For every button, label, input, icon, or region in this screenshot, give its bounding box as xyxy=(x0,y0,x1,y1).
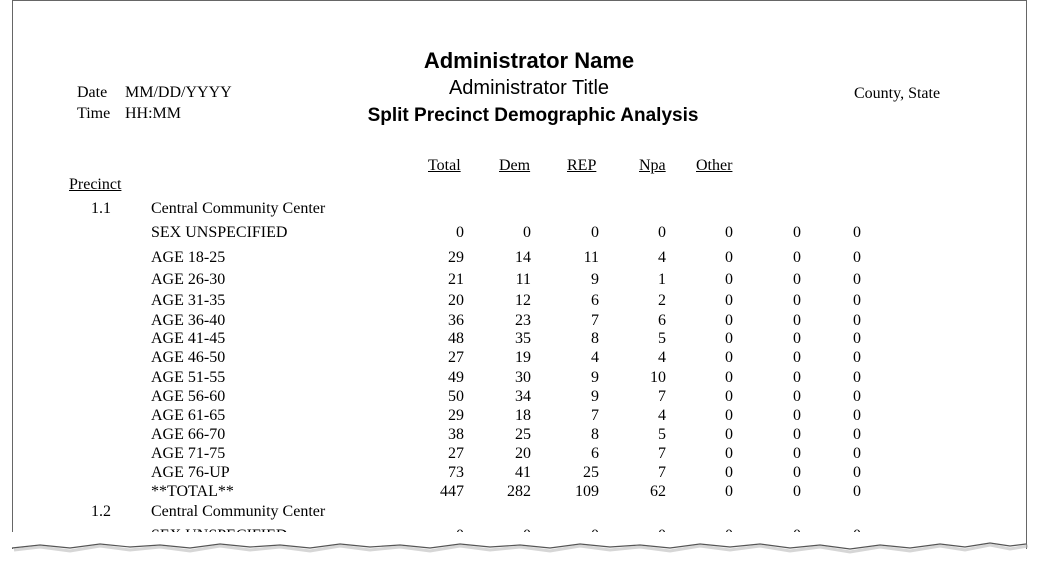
cell-value: 35 xyxy=(515,330,531,347)
cell-value: 25 xyxy=(515,426,531,443)
cell-value: 0 xyxy=(853,292,861,309)
cell-value: 0 xyxy=(725,249,733,266)
cell-value: 4 xyxy=(658,249,666,266)
cell-value: 12 xyxy=(515,292,531,309)
cell-value: 0 xyxy=(456,224,464,241)
cell-value: 7 xyxy=(658,388,666,405)
cell-value: 50 xyxy=(448,388,464,405)
cell-value: 0 xyxy=(725,388,733,405)
cell-value: 0 xyxy=(853,483,861,500)
cell-value: 41 xyxy=(515,464,531,481)
cell-value: 19 xyxy=(515,349,531,366)
cell-value: 0 xyxy=(725,271,733,288)
cell-value: 0 xyxy=(853,271,861,288)
row-label: **TOTAL** xyxy=(151,483,234,500)
cell-value: 20 xyxy=(448,292,464,309)
date-label: Date xyxy=(77,84,108,101)
cell-value: 10 xyxy=(650,369,666,386)
cell-value: 0 xyxy=(725,224,733,241)
torn-edge xyxy=(0,532,1039,562)
cell-value: 447 xyxy=(440,483,464,500)
precinct-name: Central Community Center xyxy=(151,503,326,520)
time-value: HH:MM xyxy=(125,105,182,122)
cell-value: 49 xyxy=(448,369,464,386)
cell-value: 0 xyxy=(793,224,801,241)
precinct-id: 1.1 xyxy=(91,200,111,217)
row-label: AGE 61-65 xyxy=(151,407,226,424)
cell-value: 2 xyxy=(658,292,666,309)
cell-value: 0 xyxy=(853,312,861,329)
row-label: AGE 71-75 xyxy=(151,445,226,462)
cell-value: 0 xyxy=(793,249,801,266)
cell-value: 6 xyxy=(658,312,666,329)
cell-value: 0 xyxy=(725,292,733,309)
cell-value: 0 xyxy=(853,426,861,443)
column-header-npa: Npa xyxy=(639,157,666,174)
cell-value: 0 xyxy=(853,407,861,424)
cell-value: 21 xyxy=(448,271,464,288)
precinct-name: Central Community Center xyxy=(151,200,326,217)
cell-value: 0 xyxy=(523,224,531,241)
cell-value: 0 xyxy=(725,464,733,481)
cell-value: 0 xyxy=(725,349,733,366)
cell-value: 282 xyxy=(507,483,531,500)
cell-value: 4 xyxy=(658,349,666,366)
cell-value: 27 xyxy=(448,445,464,462)
column-header-total: Total xyxy=(428,157,461,174)
cell-value: 0 xyxy=(591,224,599,241)
cell-value: 1 xyxy=(658,271,666,288)
cell-value: 5 xyxy=(658,426,666,443)
cell-value: 0 xyxy=(793,349,801,366)
row-label: AGE 18-25 xyxy=(151,249,226,266)
cell-value: 0 xyxy=(793,271,801,288)
cell-value: 7 xyxy=(591,407,599,424)
cell-value: 11 xyxy=(515,271,531,288)
cell-value: 0 xyxy=(658,224,666,241)
cell-value: 4 xyxy=(658,407,666,424)
row-label: AGE 66-70 xyxy=(151,426,226,443)
cell-value: 34 xyxy=(515,388,531,405)
cell-value: 8 xyxy=(591,426,599,443)
date-value: MM/DD/YYYY xyxy=(125,84,232,101)
cell-value: 0 xyxy=(853,388,861,405)
cell-value: 48 xyxy=(448,330,464,347)
cell-value: 0 xyxy=(853,224,861,241)
cell-value: 6 xyxy=(591,445,599,462)
row-label: AGE 56-60 xyxy=(151,388,226,405)
cell-value: 9 xyxy=(591,388,599,405)
cell-value: 29 xyxy=(448,407,464,424)
row-label: AGE 41-45 xyxy=(151,330,226,347)
cell-value: 62 xyxy=(650,483,666,500)
cell-value: 7 xyxy=(591,312,599,329)
cell-value: 9 xyxy=(591,369,599,386)
cell-value: 29 xyxy=(448,249,464,266)
cell-value: 36 xyxy=(448,312,464,329)
cell-value: 0 xyxy=(725,330,733,347)
cell-value: 8 xyxy=(591,330,599,347)
row-label: AGE 76-UP xyxy=(151,464,230,481)
cell-value: 20 xyxy=(515,445,531,462)
cell-value: 0 xyxy=(793,407,801,424)
cell-value: 0 xyxy=(725,426,733,443)
cell-value: 0 xyxy=(725,483,733,500)
cell-value: 0 xyxy=(853,464,861,481)
row-label: AGE 36-40 xyxy=(151,312,226,329)
cell-value: 0 xyxy=(853,445,861,462)
row-label: AGE 46-50 xyxy=(151,349,226,366)
cell-value: 0 xyxy=(793,312,801,329)
cell-value: 9 xyxy=(591,271,599,288)
precinct-id: 1.2 xyxy=(91,503,111,520)
cell-value: 0 xyxy=(793,464,801,481)
cell-value: 6 xyxy=(591,292,599,309)
cell-value: 30 xyxy=(515,369,531,386)
cell-value: 73 xyxy=(448,464,464,481)
cell-value: 0 xyxy=(793,369,801,386)
cell-value: 0 xyxy=(793,426,801,443)
report-title: Split Precinct Demographic Analysis xyxy=(367,105,699,126)
cell-value: 4 xyxy=(591,349,599,366)
cell-value: 7 xyxy=(658,464,666,481)
county-state: County, State xyxy=(854,85,941,102)
cell-value: 0 xyxy=(853,369,861,386)
column-header-dem: Dem xyxy=(499,157,531,174)
row-label: SEX UNSPECIFIED xyxy=(151,224,288,241)
time-label: Time xyxy=(77,105,111,122)
cell-value: 5 xyxy=(658,330,666,347)
cell-value: 0 xyxy=(793,445,801,462)
cell-value: 0 xyxy=(793,330,801,347)
cell-value: 27 xyxy=(448,349,464,366)
row-label: AGE 26-30 xyxy=(151,271,226,288)
cell-value: 0 xyxy=(853,349,861,366)
administrator-name: Administrator Name xyxy=(423,48,635,73)
cell-value: 0 xyxy=(853,330,861,347)
cell-value: 7 xyxy=(658,445,666,462)
row-label: AGE 31-35 xyxy=(151,292,226,309)
administrator-title: Administrator Title xyxy=(448,77,610,99)
row-label: AGE 51-55 xyxy=(151,369,226,386)
cell-value: 38 xyxy=(448,426,464,443)
cell-value: 0 xyxy=(853,249,861,266)
column-header-precinct: Precinct xyxy=(69,176,122,193)
cell-value: 11 xyxy=(583,249,599,266)
report-page xyxy=(12,0,1027,549)
cell-value: 0 xyxy=(725,312,733,329)
column-header-rep: REP xyxy=(567,157,597,174)
cell-value: 0 xyxy=(793,483,801,500)
cell-value: 109 xyxy=(575,483,599,500)
cell-value: 23 xyxy=(515,312,531,329)
cell-value: 0 xyxy=(725,445,733,462)
cell-value: 0 xyxy=(793,292,801,309)
cell-value: 18 xyxy=(515,407,531,424)
cell-value: 14 xyxy=(515,249,531,266)
cell-value: 0 xyxy=(725,369,733,386)
column-header-other: Other xyxy=(696,157,733,174)
cell-value: 0 xyxy=(725,407,733,424)
cell-value: 0 xyxy=(793,388,801,405)
cell-value: 25 xyxy=(583,464,599,481)
